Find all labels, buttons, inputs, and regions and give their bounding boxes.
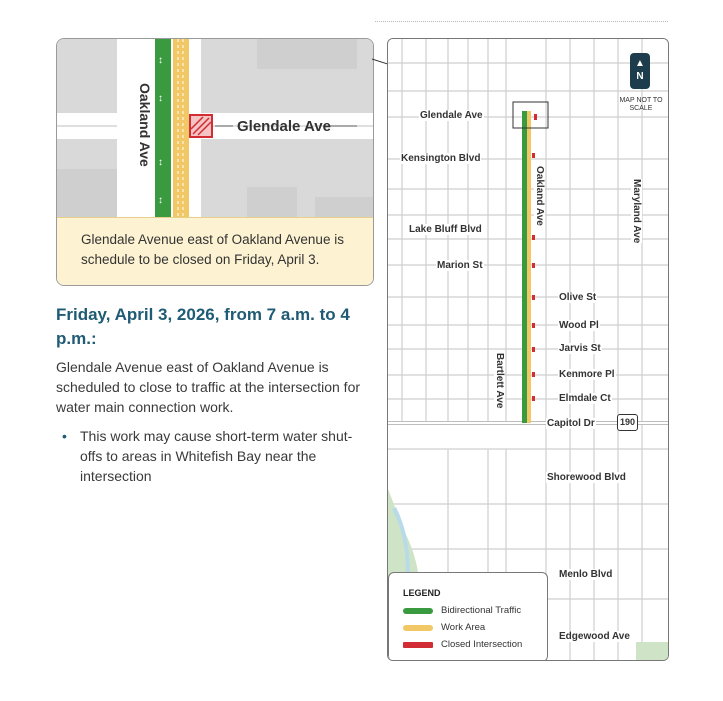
legend-title: LEGEND [403,588,441,598]
inset-arrow-3: ↕ [158,157,163,168]
label-marion: Marion St [437,260,483,271]
label-bartlett: Bartlett Ave [494,353,505,409]
legend-label: Bidirectional Traffic [441,605,522,616]
north-label: N [636,71,644,82]
label-edgewood: Edgewood Ave [559,631,630,642]
legend-swatch-red [403,642,433,648]
legend-label: Work Area [441,622,486,633]
inset-oakland-label: Oakland Ave [137,83,153,167]
label-elmdale: Elmdale Ct [559,393,611,404]
label-maryland: Maryland Ave [631,179,642,244]
label-glendale: Glendale Ave [420,110,483,121]
notice-heading: Friday, April 3, 2026, from 7 a.m. to 4 p.m.: [56,305,350,348]
bullet-dot: • [62,428,67,444]
label-kensington: Kensington Blvd [401,153,481,164]
top-divider [375,21,668,22]
label-menlo: Menlo Blvd [559,569,613,580]
north-arrow [630,53,650,89]
inset-caption: Glendale Avenue east of Oakland Avenue is schedule to be closed on Friday, April 3. [57,217,373,285]
legend-swatch-green [403,608,433,614]
legend-label: Closed Intersection [441,639,523,650]
highway-shield: 190 [617,414,638,431]
area-map [387,38,669,661]
label-kenmore: Kenmore Pl [559,369,615,380]
label-lake-bluff: Lake Bluff Blvd [409,224,482,235]
legend-swatch-yellow [403,625,433,631]
map-legend [388,572,548,661]
notice-body: Glendale Avenue east of Oakland Avenue is scheduled to close to traffic at the intersection for water main connection work. [56,359,361,415]
inset-map [56,38,374,286]
bullet-text: This work may cause short-term water shut-offs to areas in Whitefish Bay near the intersection [80,428,353,484]
label-oakland: Oakland Ave [534,166,545,226]
label-olive: Olive St [559,292,597,303]
label-wood: Wood Pl [559,320,599,331]
map-scale-note: MAP NOT TO SCALE [619,97,663,112]
label-capitol: Capitol Dr [547,418,595,429]
label-jarvis: Jarvis St [559,343,601,354]
inset-arrow-4: ↕ [158,195,163,206]
north-arrow-icon: ▲ [635,58,645,69]
inset-glendale-label: Glendale Ave [237,118,331,135]
inset-arrow-1: ↕ [158,55,163,66]
label-shorewood: Shorewood Blvd [547,472,626,483]
street-grid [388,39,668,660]
inset-arrow-2: ↕ [158,93,163,104]
